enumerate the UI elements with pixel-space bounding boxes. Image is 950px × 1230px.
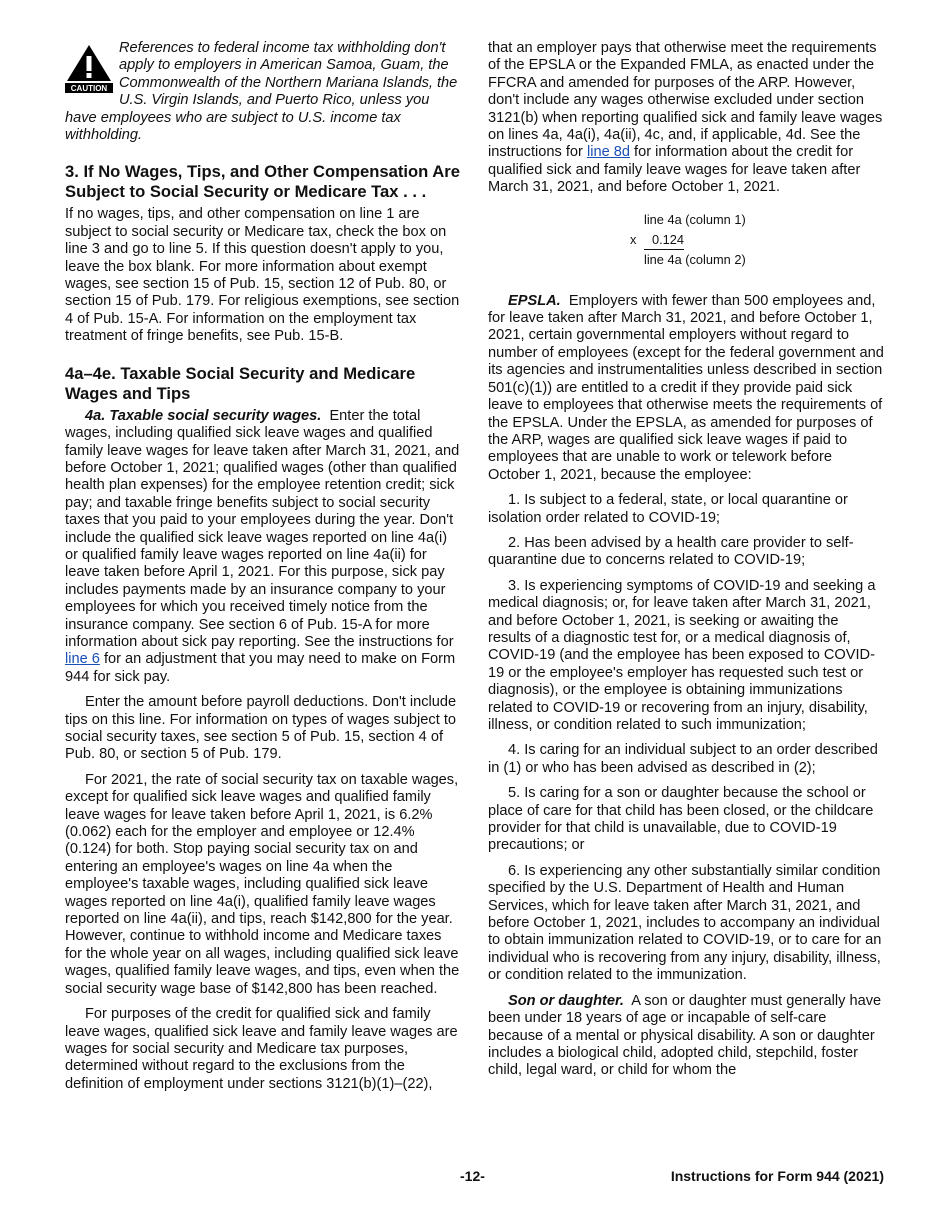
list-item: 2. Has been advised by a health care provider to self-quarantine due to concerns related to COVID-19; xyxy=(488,534,854,569)
section-4-heading: 4a–4e. Taxable Social Security and Medicare Wages and Tips xyxy=(65,363,416,403)
caution-text: References to federal income tax withholding don't apply to employers in American Samoa, Guam, the Commonwealth of the Northern Mariana Islands, the U.S. Virgin Islands, and Puerto Rico, unless you have employees who are subject to U.S. income tax withholding. xyxy=(65,40,458,144)
line-4a-paragraph xyxy=(65,408,461,687)
line-6-link[interactable]: line 6 xyxy=(65,651,100,668)
list-item: 4. Is caring for an individual subject to an order described in (1) or who has been advised as described in (2); xyxy=(488,742,878,776)
line-8d-link[interactable]: line 8d xyxy=(586,144,630,161)
continued-paragraph xyxy=(488,40,884,197)
line-4a-text-b: for an adjustment that you may need to make on Form 944 for sick pay. xyxy=(65,651,456,685)
caution-label: CAUTION xyxy=(70,84,108,93)
caution-icon xyxy=(65,43,113,93)
son-daughter-runin: Son or daughter. xyxy=(508,992,624,1009)
section-3-body: If no wages, tips, and other compensation on line 1 are subject to social security or Medicare tax, check the box on line 3 and go to line 5. If this question doesn't apply to you, leave the box blank. For more information about exempt wages, see section 15 of Pub. 15, section 12 of Pub. 80, or section 15 of Pub. 179. For religious exemptions, see section 4 of Pub. 15-A. For information on the employment tax treatment of fringe benefits, see Pub. 15-B. xyxy=(65,206,460,345)
right-column xyxy=(488,40,884,1088)
caution-note xyxy=(65,40,461,144)
section-3-heading: 3. If No Wages, Tips, and Other Compensation Are Subject to Social Security or Medicare Tax . . . xyxy=(65,162,460,202)
list-item: 1. Is subject to a federal, state, or local quarantine or isolation order related to COVID-19; xyxy=(488,492,848,526)
son-daughter-text: A son or daughter must generally have been under 18 years of age or incapable of self-care because of a mental or physical disability. A son or daughter includes a biological child, adopted child, stepchild, foster child, legal ward, or child for whom the xyxy=(488,992,882,1079)
continued-text-a: that an employer pays that otherwise meet the requirements of the EPSLA or the Expanded FMLA, as enacted under the FFCRA and amended for purposes of the ARP. However, don't include any wages otherwise excluded under section 3121(b) when reporting qualified sick and family leave wages on lines 4a, 4a(i), 4a(ii), 4c, and, if applicable, 4d. See the instructions for xyxy=(488,40,883,161)
payroll-deductions-paragraph: Enter the amount before payroll deductions. Don't include tips on this line. For information on types of wages subject to social security taxes, see section 5 of Pub. 15, section 4 of Pub. 80, or section 5 of Pub. 179. xyxy=(65,694,457,763)
son-daughter-paragraph xyxy=(488,993,884,1080)
formula-rate: 0.124 xyxy=(652,231,685,247)
epsla-text: Employers with fewer than 500 employees and, for leave taken after March 31, 2021, and before October 1, 2021, certain governmental employers without regard to number of employees (except for the federal government and its agencies and instrumentalities unless described in section 501(c)(1)) are entitled to a credit if they provide paid sick leave to employees that otherwise meets the requirements of the EPSLA. Under the EPSLA, as amended for purposes of the ARP, wages are qualified sick leave wages if paid to employees that are unable to work or telework before October 1, 2021, because the employee: xyxy=(488,292,884,483)
page-number: -12- xyxy=(460,1168,485,1184)
left-column xyxy=(65,40,461,1101)
list-item: 3. Is experiencing symptoms of COVID-19 and seeking a medical diagnosis; or, for leave taken after March 31, 2021, and before October 1, 2021, is seeking or awaiting the results of a diagnostic test for, or a medical diagnosis of, COVID-19 (and the employee has been exposed to COVID-19 or the employee's employer has requested such test or diagnosis), or the employee is obtaining immunizations related to COVID-19 or recovering from an injury, disability, illness, or condition related to such immunization; xyxy=(488,577,876,733)
epsla-runin: EPSLA. xyxy=(508,292,561,309)
calculation-formula xyxy=(488,211,884,283)
line-4a-text-a: Enter the total wages, including qualified sick leave wages and qualified family leave wages for leave taken after March 31, 2021, and before October 1, 2021; qualified wages (other than qualified health plan expenses) for the employee retention credit; sick pay; and taxable fringe benefits subject to social security taxes that you paid to your employees during the year. Don't include the qualified sick leave wages reported on line 4a(i) or qualified family leave wages reported on line 4a(ii) for leave taken before April 1, 2021. For this purpose, sick pay includes payments made by an insurance company to your employees for which you received timely notice from the insurance company. See section 6 of Pub. 15-A for more information about sick pay reporting. See the instructions for xyxy=(65,407,460,650)
tax-rate-paragraph: For 2021, the rate of social security tax on taxable wages, except for qualified sick leave wages and qualified family leave wages for leave taken before April 1, 2021, is 6.2% (0.062) each for the employer and employee or 12.4% (0.124) for both. Stop paying social security tax on and entering an employee's wages on line 4a when the employee's taxable wages, including qualified sick leave wages reported on line 4a(i), qualified family leave wages reported on line 4a(ii), and tips, reach $142,800 for the year. However, continue to withhold income and Medicare taxes for the whole year on all wages, including qualified sick leave wages, qualified family leave wages, and tips, even when the social security wage base of $142,800 has been reached. xyxy=(65,771,460,997)
line-4a-runin: 4a. Taxable social security wages. xyxy=(85,407,322,424)
list-item: 5. Is caring for a son or daughter because the school or place of care for that child has been closed, or the childcare provider for that child is unavailable, due to COVID-19 precautions; or xyxy=(488,785,874,854)
formula-operator: x xyxy=(630,231,637,247)
formula-line-2: line 4a (column 2) xyxy=(644,251,746,267)
credit-purpose-paragraph: For purposes of the credit for qualified sick and family leave wages, qualified sick leave and family leave wages are wages for social security and Medicare tax purposes, determined without regard to the exclusions from the definition of employment under sections 3121(b)(1)–(22), xyxy=(65,1006,458,1092)
footer-doc-title: Instructions for Form 944 (2021) xyxy=(670,1168,884,1184)
formula-rule xyxy=(644,249,684,250)
list-item: 6. Is experiencing any other substantially similar condition specified by the U.S. Department of Health and Human Services, which for leave taken after March 31, 2021, and before October 1, 2021, includes to accompany an individual to obtain immunization related to COVID-19, or to care for an individual who is recovering from any injury, disability, illness, or condition related to the immunization. xyxy=(488,862,882,984)
continued-text-b: for information about the credit for qualified sick and family leave wages for leave taken after March 31, 2021, and before October 1, 2021. xyxy=(488,144,861,196)
formula-line-1: line 4a (column 1) xyxy=(644,211,746,227)
epsla-paragraph xyxy=(488,293,884,484)
